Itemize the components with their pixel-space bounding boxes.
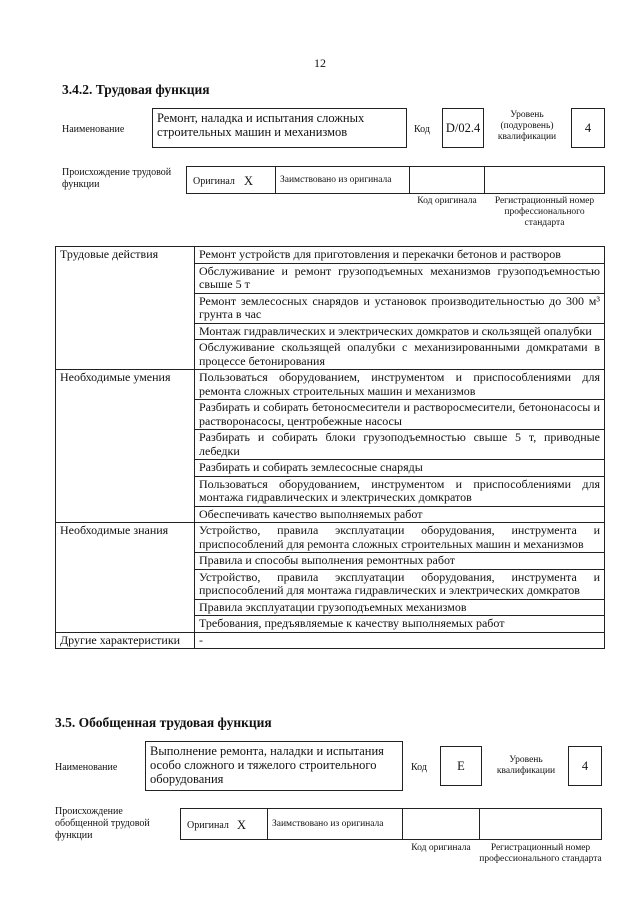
skill-row: Разбирать и собирать землесосные снаряды: [195, 460, 605, 477]
gen-origin-original-box: [180, 808, 268, 840]
level-box: [571, 108, 605, 148]
level-value: 4: [584, 121, 592, 135]
skill-row: Обеспечивать качество выполняемых работ: [195, 506, 605, 523]
knowledge-row: Устройство, правила эксплуатации оборудования, инструмента и приспособлений для ремонта сложных строительных машин и механизмов: [195, 523, 605, 553]
gen-origin-original-label: Оригинал: [187, 820, 229, 831]
gen-level-value: 4: [581, 759, 589, 773]
skill-row: Пользоваться оборудованием, инструментом и приспособлениями для монтажа гидравлических и электрических домкратов: [195, 476, 605, 506]
gen-reg-number-box: [479, 808, 602, 840]
skill-row: Пользоваться оборудованием, инструментом и приспособлениями для ремонта сложных строительных машин и механизмов: [195, 370, 605, 400]
gen-origin-borrowed-box: [267, 808, 403, 840]
code-original-caption: Код оригинала: [417, 196, 477, 206]
knowledge-row: Правила и способы выполнения ремонтных работ: [195, 553, 605, 570]
labor-action-row: Монтаж гидравлических и электрических домкратов и скользящей опалубки: [195, 323, 605, 340]
origin-mark: X: [244, 174, 254, 188]
reg-number-caption: Регистрационный номер профессионального стандарта: [494, 196, 595, 228]
page-number: 12: [314, 56, 326, 70]
labor-action-row: Ремонт устройств для приготовления и перекачки бетонов и растворов: [195, 247, 605, 264]
labor-function-table: [55, 246, 605, 649]
origin-original-label: Оригинал: [193, 176, 235, 187]
reg-number-box: [484, 166, 605, 194]
origin-borrowed-box: [275, 166, 410, 194]
name-label: Наименование: [62, 124, 125, 135]
origin-label: Происхождение трудовой функции: [62, 167, 172, 190]
gen-function-name-box: [145, 741, 403, 791]
skill-row: Разбирать и собирать блоки грузоподъемностью свыше 5 т, приводные лебедки: [195, 430, 605, 460]
other-value: -: [195, 632, 605, 649]
gen-code-original-box: [402, 808, 480, 840]
skill-row: Разбирать и собирать бетоносмесители и растворосмесители, бетононасосы и растворонасосы, центробежные насосы: [195, 400, 605, 430]
origin-original-box: [186, 166, 276, 194]
other-label: Другие характеристики: [56, 632, 195, 649]
gen-name-label: Наименование: [55, 762, 118, 773]
skills-label: Необходимые умения: [56, 370, 195, 523]
knowledge-row: Правила эксплуатации грузоподъемных механизмов: [195, 599, 605, 616]
level-label: Уровень (подуровень) квалификации: [497, 110, 557, 142]
section-title-3-5: 3.5. Обобщенная трудовая функция: [55, 715, 272, 730]
knowledge-row: Требования, предъявляемые к качеству выполняемых работ: [195, 616, 605, 633]
labor-action-row: Обслуживание скользящей опалубки с механизированными домкратами в процессе бетонирования: [195, 340, 605, 370]
gen-code-box: [440, 746, 482, 786]
gen-function-name: Выполнение ремонта, наладки и испытания особо сложного и тяжелого строительного оборудования: [150, 744, 384, 786]
section-title-3-4-2: 3.4.2. Трудовая функция: [62, 82, 210, 97]
labor-action-row: Ремонт землесосных снарядов и установок производительностью до 300 м³ грунта в час: [195, 293, 605, 323]
labor-actions-label: Трудовые действия: [56, 247, 195, 370]
gen-code-label: Код: [411, 762, 427, 773]
function-code: D/02.4: [445, 121, 481, 135]
gen-level-label: Уровень квалификации: [496, 755, 556, 776]
code-original-box: [409, 166, 485, 194]
knowledge-label: Необходимые знания: [56, 523, 195, 633]
gen-origin-mark: X: [237, 818, 247, 832]
gen-code: E: [457, 759, 465, 773]
gen-code-original-caption: Код оригинала: [411, 843, 471, 853]
function-name-box: [152, 108, 407, 148]
function-name: Ремонт, наладка и испытания сложных строительных машин и механизмов: [157, 111, 365, 139]
labor-action-row: Обслуживание и ремонт грузоподъемных механизмов грузоподъемностью свыше 5 т: [195, 263, 605, 293]
gen-origin-label: Происхождение обобщенной трудовой функции: [55, 806, 150, 841]
function-code-box: [442, 108, 484, 148]
knowledge-row: Устройство, правила эксплуатации оборудования, инструмента и приспособлений для монтажа гидравлических и электрических домкратов: [195, 569, 605, 599]
gen-reg-number-caption: Регистрационный номер профессионального стандарта: [479, 843, 602, 864]
code-label: Код: [414, 124, 430, 135]
gen-origin-borrowed-label: Заимствовано из оригинала: [272, 819, 384, 829]
origin-borrowed-label: Заимствовано из оригинала: [280, 175, 392, 185]
gen-level-box: [568, 746, 602, 786]
